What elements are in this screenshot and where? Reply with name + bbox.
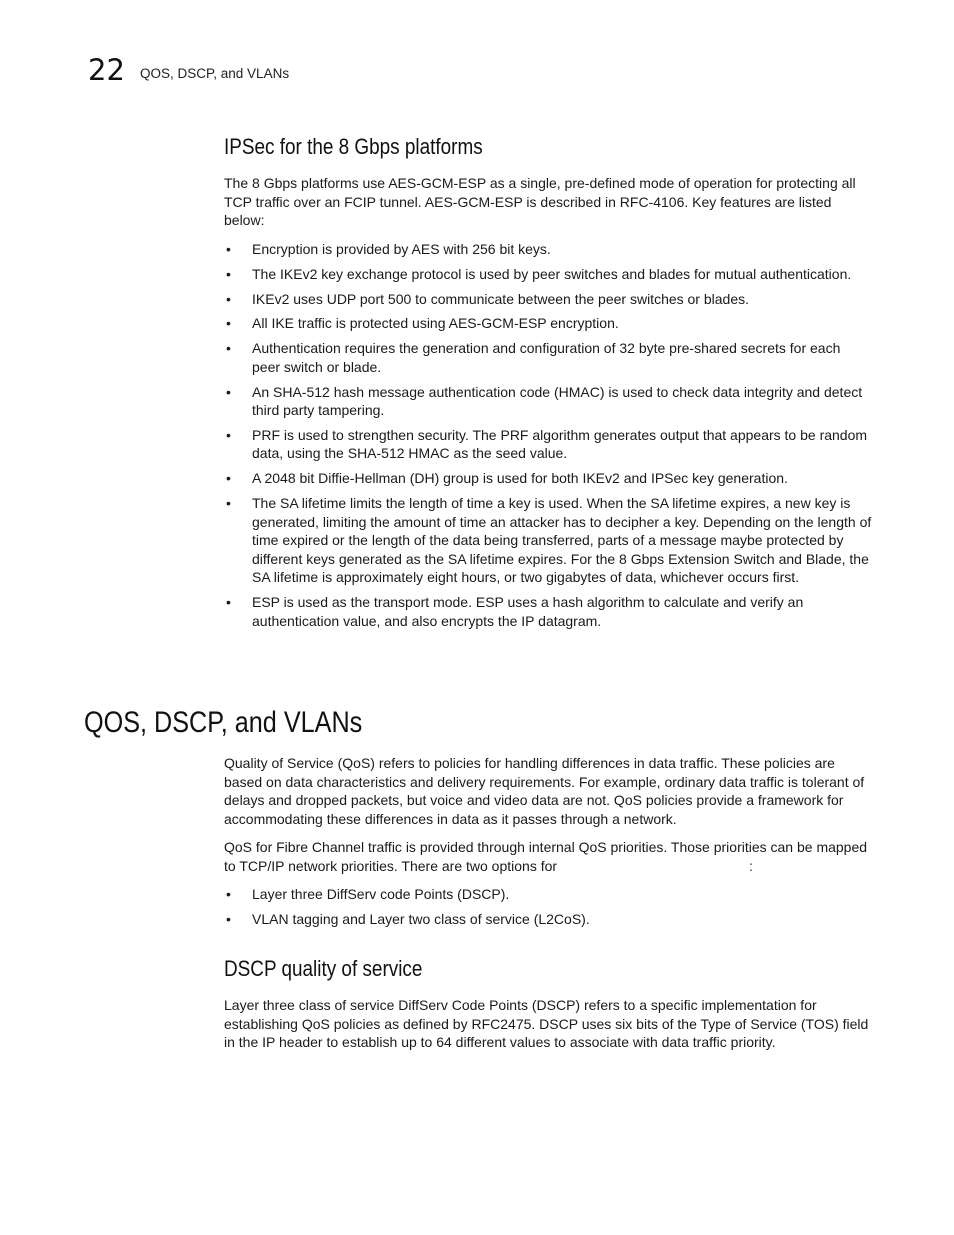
list-item-text: VLAN tagging and Layer two class of service (L2CoS). [252, 910, 590, 927]
bullet-icon: • [226, 340, 231, 357]
list-item-text: Layer three DiffServ code Points (DSCP). [252, 886, 510, 902]
bullet-icon: • [226, 383, 231, 400]
list-item [224, 426, 872, 463]
list-item [224, 910, 872, 929]
list-item-text: The IKEv2 key exchange protocol is used by peer switches and blades for mutual authentication. [252, 265, 852, 282]
list-item [224, 469, 872, 488]
qos-section-heading: QOS, DSCP, and VLANs [84, 706, 363, 739]
bullet-icon: • [226, 594, 231, 611]
list-item [224, 339, 872, 376]
ipsec-heading: IPSec for the 8 Gbps platforms [224, 134, 483, 159]
bullet-icon: • [226, 290, 231, 307]
bullet-icon: • [226, 315, 231, 332]
bullet-icon: • [226, 470, 231, 487]
list-item-text: All IKE traffic is protected using AES-GCM-ESP encryption. [252, 315, 619, 332]
ipsec-intro-paragraph: The 8 Gbps platforms use AES-GCM-ESP as a single, pre-defined mode of operation for protecting all TCP traffic over an FCIP tunnel. AES-GCM-ESP is described in RFC-4106. Key features are listed below: [224, 175, 856, 229]
list-item-text: A 2048 bit Diffie-Hellman (DH) group is used for both IKEv2 and IPSec key generation. [252, 470, 788, 487]
list-item-text: PRF is used to strengthen security. The PRF algorithm generates output that appears to be random data, using the SHA-512 HMAC as the seed value. [252, 426, 868, 462]
running-header-title: QOS, DSCP, and VLANs [140, 66, 290, 81]
bullet-icon: • [226, 426, 231, 443]
qos-paragraph-2 [224, 838, 872, 875]
qos-paragraph-2-end: : [749, 857, 753, 874]
list-item [224, 885, 872, 904]
list-item-text: An SHA-512 hash message authentication code (HMAC) is used to check data integrity and detect third party tampering. [252, 383, 863, 419]
chapter-number: 22 [88, 53, 125, 87]
qos-options-list [224, 885, 872, 935]
list-item [224, 494, 872, 587]
bullet-icon: • [226, 886, 231, 902]
ipsec-feature-list [224, 240, 872, 637]
list-item [224, 593, 872, 630]
qos-paragraph-1: Quality of Service (QoS) refers to policies for handling differences in data traffic. These policies are based on data characteristics and delivery requirements. For example, ordinary data traffic is tolerant of delays and dropped packets, but voice and video data are not. QoS policies provide a framework for accommodating these differences in data as it passes through a network. [224, 755, 865, 827]
dscp-heading: DSCP quality of service [224, 956, 423, 981]
list-item-text: IKEv2 uses UDP port 500 to communicate between the peer switches or blades. [252, 290, 750, 307]
list-item-text: ESP is used as the transport mode. ESP uses a hash algorithm to calculate and verify an authentication value, and also encrypts the IP datagram. [252, 594, 804, 629]
bullet-icon: • [226, 241, 231, 257]
list-item-text: Encryption is provided by AES with 256 bit keys. [252, 241, 551, 257]
dscp-paragraph: Layer three class of service DiffServ Code Points (DSCP) refers to a specific implementation for establishing QoS policies as defined by RFC2475. DSCP uses six bits of the Type of Service (TOS) field in the IP header to establish up to 64 different values to associate with data traffic priority. [224, 997, 869, 1051]
list-item [224, 383, 872, 420]
list-item-text: Authentication requires the generation and configuration of 32 byte pre-shared secrets for each peer switch or blade. [252, 340, 841, 375]
list-item [224, 240, 872, 259]
list-item [224, 290, 872, 309]
list-item-text: The SA lifetime limits the length of time a key is used. When the SA lifetime expires, a new key is generated, limiting the amount of time an attacker has to decipher a key. Depending on the length of time expired or the length of the data being transferred, parts of a message maybe protected by different keys generated as the SA lifetime expires. For the 8 Gbps Extension Switch and Blade, the SA lifetime is approximately eight hours, or two gigabytes of data, whichever occurs first. [252, 495, 872, 586]
bullet-icon: • [226, 910, 231, 927]
qos-paragraph-2-text: QoS for Fibre Channel traffic is provided through internal QoS priorities. Those priorities can be mapped to TCP/IP network priorities. There are two options for [224, 839, 868, 874]
bullet-icon: • [226, 265, 231, 282]
list-item [224, 314, 872, 333]
bullet-icon: • [226, 495, 231, 512]
list-item [224, 265, 872, 284]
